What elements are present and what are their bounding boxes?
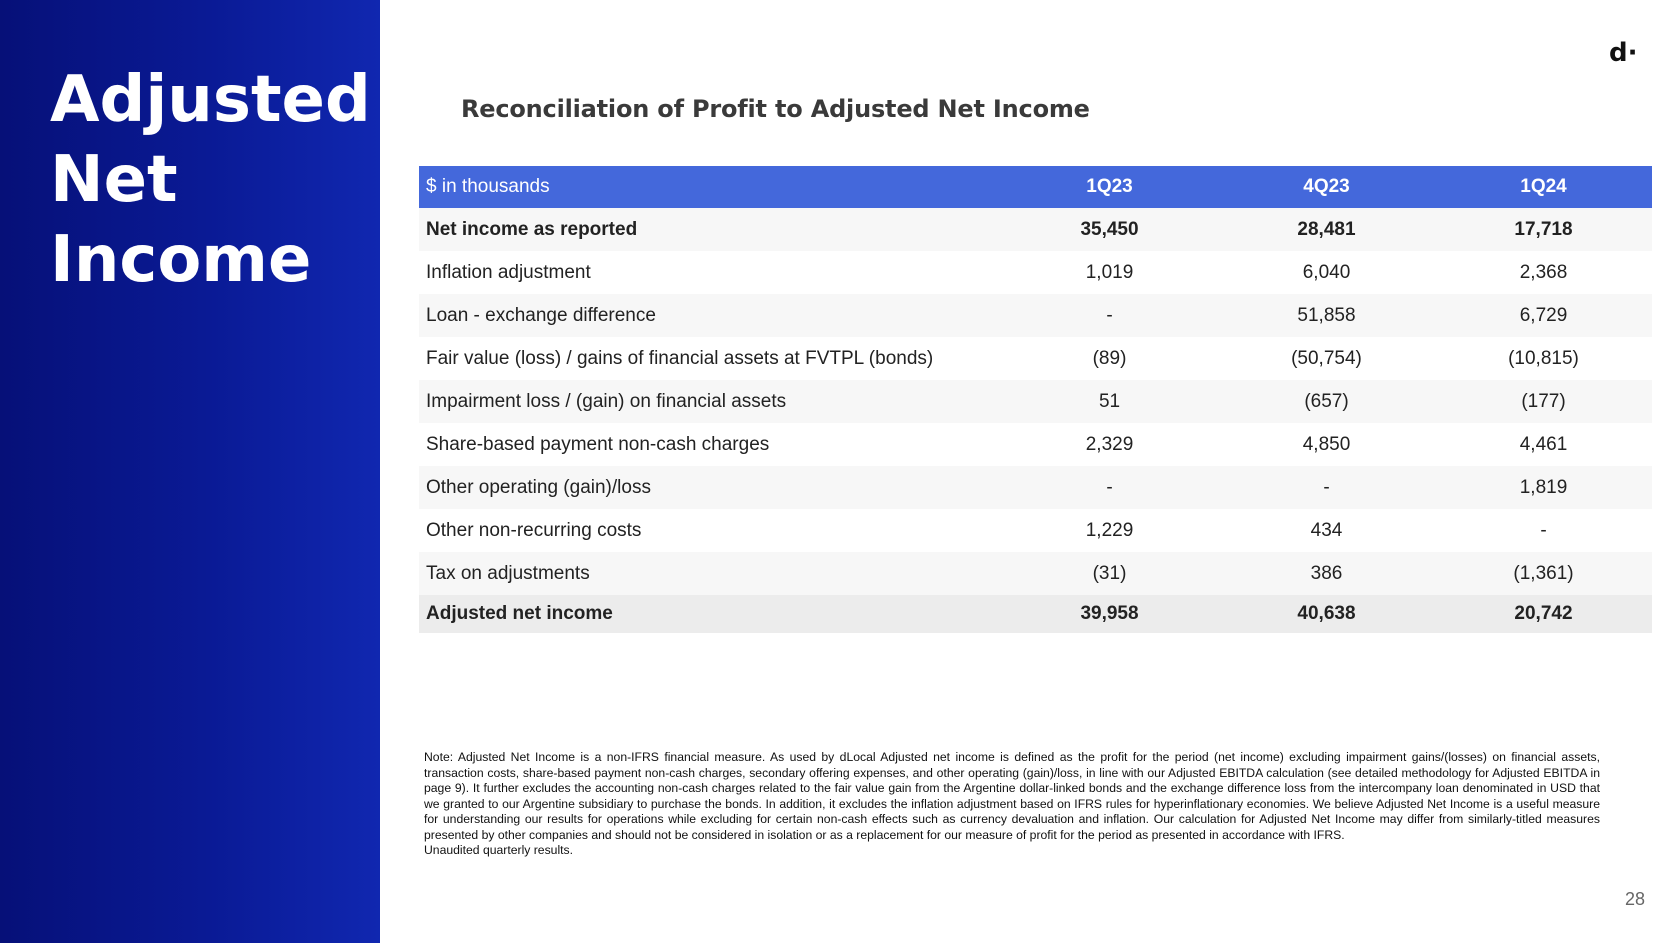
cell-1q23: (89) [1092, 347, 1127, 369]
cell-1q24: (10,815) [1508, 347, 1579, 369]
section-title-line-3: Income [50, 223, 312, 297]
cell-1q24: 1,819 [1519, 476, 1568, 498]
dlocal-logo: d· [1609, 38, 1638, 68]
cell-1q23: 39,958 [1080, 603, 1139, 624]
cell-1q23: 35,450 [1080, 218, 1139, 240]
cell-1q23: - [1106, 476, 1113, 498]
cell-4q23: (50,754) [1291, 347, 1362, 369]
footnote-text: Note: Adjusted Net Income is a non-IFRS financial measure. As used by dLocal Adjusted net income is defined as the profit for the period (net income) excluding impairment gains/(losses) on financial assets, transaction costs, share-based payment non-cash charges, secondary offering expenses, and other operating (gain)/loss, in line with our Adjusted EBITDA calculation (see detailed methodology for Adjusted EBITDA in page 9). It further excludes the accounting non-cash charges related to the fair value gain from the Argentine dollar-linked bonds and the exchange difference loss from the intercompany loan denominated in USD that we granted to our Argentine subsidiary to purchase the bonds. In addition, it excludes the inflation adjustment based on IFRS rules for hyperinflationary economies. We believe Adjusted Net Income is a useful measure for understanding our results for operations while excluding for certain non-cash effects such as currency devaluation and inflation. Our calculation for Adjusted Net Income may differ from similarly-titled measures presented by other companies and should not be considered in isolation or as a replacement for our measure of profit for the period as presented in accordance with IFRS. [424, 750, 1600, 842]
table-row [419, 423, 1652, 466]
row-label: Impairment loss / (gain) on financial assets [426, 390, 787, 412]
section-title-line-2: Net [50, 143, 178, 217]
cell-1q24: - [1540, 519, 1547, 541]
header-1q24: 1Q24 [1435, 166, 1652, 208]
table-row [419, 251, 1652, 294]
section-title [50, 60, 371, 300]
cell-4q23: 40,638 [1297, 603, 1356, 624]
footnote-unaudited: Unaudited quarterly results. [424, 843, 574, 857]
reconciliation-table [419, 166, 1652, 633]
cell-4q23: (657) [1304, 390, 1349, 412]
row-label: Adjusted net income [426, 603, 613, 624]
row-label: Inflation adjustment [426, 261, 591, 283]
row-label: Share-based payment non-cash charges [426, 433, 770, 455]
table-row [419, 380, 1652, 423]
cell-4q23: 51,858 [1297, 304, 1356, 326]
page-heading: Reconciliation of Profit to Adjusted Net Income [461, 95, 1090, 123]
table-row [419, 294, 1652, 337]
header-1q23: 1Q23 [1001, 166, 1218, 208]
row-label: Net income as reported [426, 218, 638, 240]
header-units: $ in thousands [419, 166, 1001, 208]
page-number: 28 [1625, 889, 1646, 909]
table-row [419, 509, 1652, 552]
table-row [419, 552, 1652, 595]
table-total-row [419, 595, 1652, 633]
cell-1q24: (1,361) [1513, 562, 1574, 584]
row-label: Tax on adjustments [426, 562, 590, 584]
cell-1q24: (177) [1521, 390, 1566, 412]
footnote [424, 750, 1600, 859]
cell-1q24: 20,742 [1514, 603, 1573, 624]
table-row [419, 466, 1652, 509]
row-label: Other non-recurring costs [426, 519, 642, 541]
table-row [419, 337, 1652, 380]
cell-1q24: 4,461 [1519, 433, 1568, 455]
cell-1q24: 6,729 [1519, 304, 1568, 326]
cell-1q23: (31) [1092, 562, 1127, 584]
section-title-line-1: Adjusted [50, 63, 371, 137]
row-label: Other operating (gain)/loss [426, 476, 651, 498]
row-label: Loan - exchange difference [426, 304, 656, 326]
cell-4q23: 4,850 [1302, 433, 1351, 455]
table-header-row [419, 166, 1652, 208]
cell-1q23: 1,019 [1085, 261, 1134, 283]
cell-1q23: - [1106, 304, 1113, 326]
cell-4q23: 434 [1310, 519, 1343, 541]
cell-1q23: 1,229 [1085, 519, 1134, 541]
header-4q23: 4Q23 [1218, 166, 1435, 208]
cell-4q23: 6,040 [1302, 261, 1351, 283]
cell-4q23: 28,481 [1297, 218, 1356, 240]
row-label: Fair value (loss) / gains of financial assets at FVTPL (bonds) [426, 347, 934, 369]
sidebar-panel [0, 0, 380, 943]
cell-1q23: 51 [1098, 390, 1121, 412]
cell-1q24: 2,368 [1519, 261, 1568, 283]
cell-4q23: - [1323, 476, 1330, 498]
cell-1q23: 2,329 [1085, 433, 1134, 455]
cell-4q23: 386 [1310, 562, 1343, 584]
cell-1q24: 17,718 [1514, 218, 1573, 240]
table-row [419, 208, 1652, 251]
